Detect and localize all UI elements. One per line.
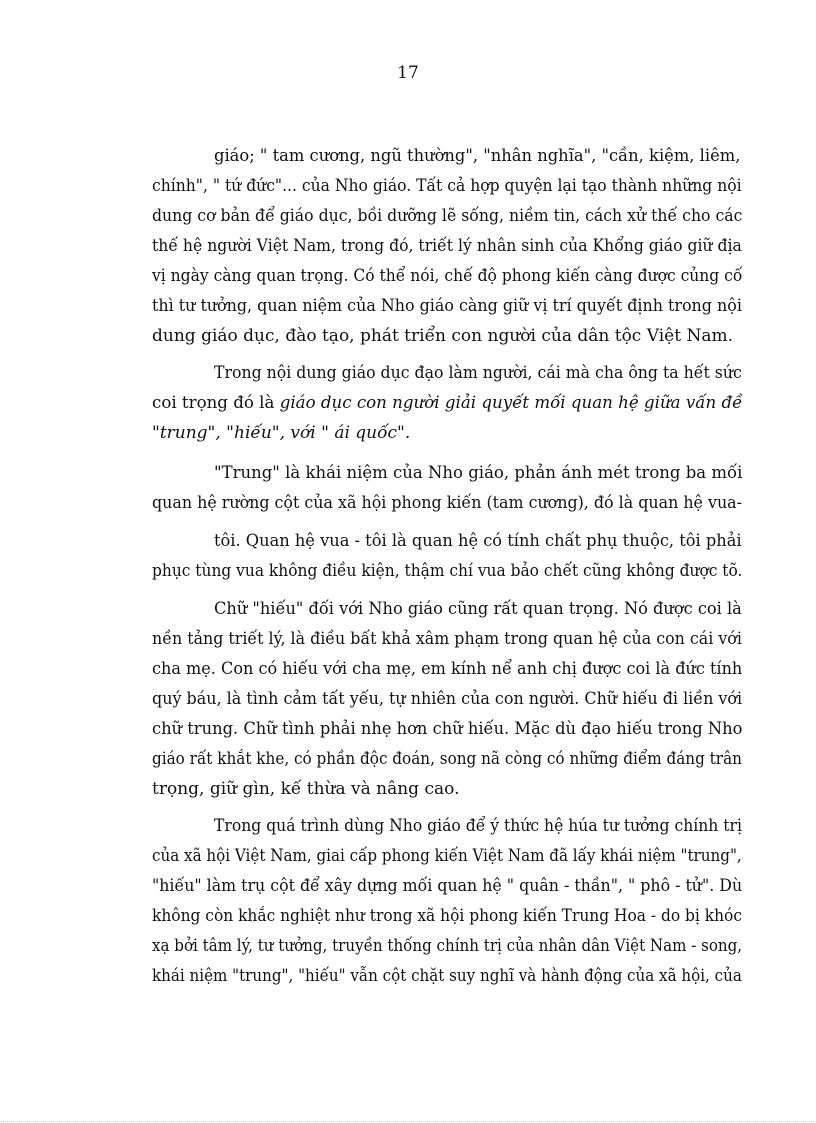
text-line: xạ bởi tâm lý, tư tưởng, truyền thống chính trị của nhân dân Việt Nam - song, — [152, 936, 743, 956]
text-line: thế hệ người Việt Nam, trong đó, triết lý nhân sinh của Khổng giáo giữ địa — [152, 236, 742, 256]
text-line: vị ngày càng quan trọng. Có thể nói, chế độ phong kiến càng được củng cố — [152, 266, 743, 286]
text-line: "Trung" là khái niệm của Nho giáo, phản ánh mét trong ba mối — [214, 463, 743, 483]
text-line: Trong quá trình dùng Nho giáo để ý thức hệ húa tư tưởng chính trị — [214, 816, 742, 836]
text-line: khái niệm "trung", "hiếu" vẫn cột chặt suy nghĩ và hành động của xã hội, của — [152, 966, 742, 986]
text-line: chữ trung. Chữ tình phải nhẹ hơn chữ hiếu. Mặc dù đạo hiếu trong Nho — [152, 719, 743, 739]
text-segment: coi trọng đó là — [152, 393, 275, 413]
text-line: giáo; " tam cương, ngũ thường", "nhân nghĩa", "cần, kiệm, liêm, — [214, 146, 741, 166]
text-line: giáo rất khắt khe, có phần độc đoán, song nã còng có những điểm đáng trân — [152, 749, 742, 769]
emphasis-text: giáo dục con người giải quyết mối quan hệ giữa vấn đề — [279, 393, 743, 413]
text-line: Trong nội dung giáo dục đạo làm người, cái mà cha ông ta hết sức — [214, 363, 742, 383]
text-line: phục tùng vua không điều kiện, thậm chí vua bảo chết cũng không được tõ. — [152, 561, 743, 581]
text-line: dung cơ bản để giáo dục, bồi dưỡng lẽ sống, niềm tin, cách xử thế cho các — [152, 206, 743, 226]
text-line: quý báu, là tình cảm tất yếu, tự nhiên của con người. Chữ hiếu đi liền với — [152, 689, 743, 709]
text-line: tôi. Quan hệ vua - tôi là quan hệ có tính chất phụ thuộc, tôi phải — [214, 531, 742, 551]
text-line: dung giáo dục, đào tạo, phát triển con người của dân tộc Việt Nam. — [152, 326, 733, 346]
text-line: không còn khắc nghiệt như trong xã hội phong kiến Trung Hoa - do bị khóc — [152, 906, 742, 926]
text-line: "hiếu" làm trụ cột để xây dựng mối quan hệ " quân - thần", " phô - tử". Dù — [152, 876, 743, 896]
text-line: trọng, giữ gìn, kế thừa và nâng cao. — [152, 779, 460, 799]
text-line: thì tư tưởng, quan niệm của Nho giáo càng giữ vị trí quyết định trong nội — [152, 296, 742, 316]
emphasis-text: "trung", "hiếu", với " ái quốc". — [152, 423, 411, 443]
text-line: chính", " tứ đức"... của Nho giáo. Tất cả hợp quyện lại tạo thành những nội — [152, 176, 742, 196]
text-line: Chữ "hiếu" đối với Nho giáo cũng rất quan trọng. Nó được coi là — [214, 599, 742, 619]
text-line: cha mẹ. Con có hiếu với cha mẹ, em kính nể anh chị được coi là đức tính — [152, 659, 743, 679]
text-line — [152, 392, 742, 414]
text-line: nền tảng triết lý, là điều bất khả xâm phạm trong quan hệ của con cái với — [152, 629, 742, 649]
text-line: quan hệ rường cột của xã hội phong kiến (tam cương), đó là quan hệ vua- — [152, 493, 743, 513]
text-line: của xã hội Việt Nam, giai cấp phong kiến Việt Nam đã lấy khái niệm "trung", — [152, 846, 742, 866]
page-number: 17 — [397, 63, 419, 83]
page-bottom-rule — [0, 1121, 816, 1122]
